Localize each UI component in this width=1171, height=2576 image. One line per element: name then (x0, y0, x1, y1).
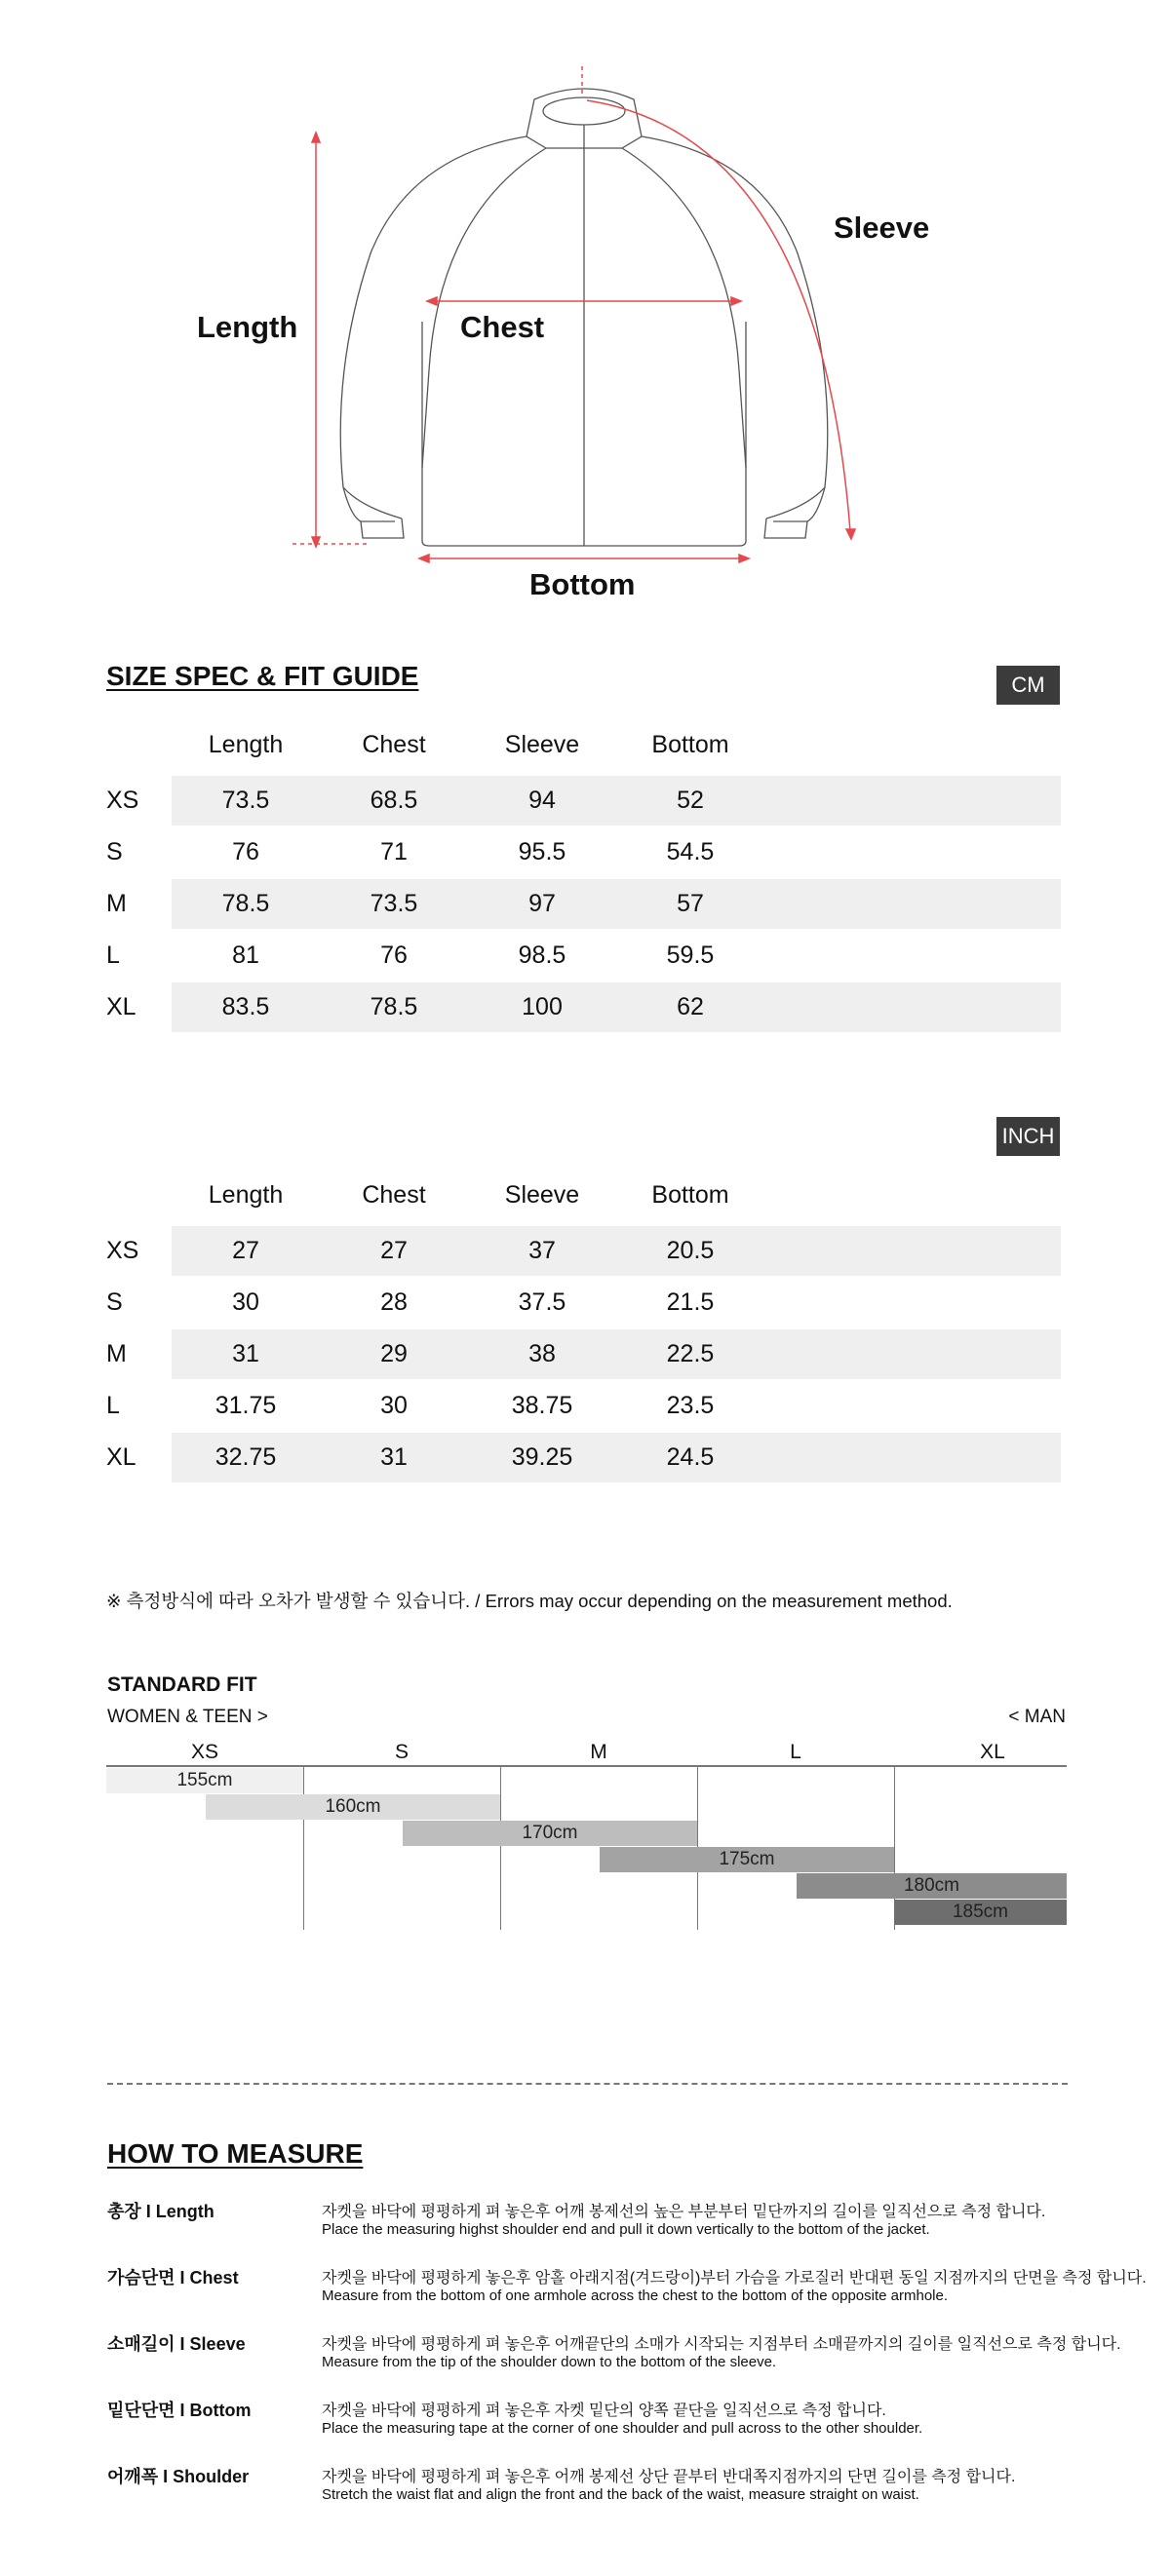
table-cell: 54.5 (666, 838, 715, 865)
empty-cell (764, 1433, 913, 1482)
table-cell: 68.5 (320, 776, 468, 826)
fit-axis-line (106, 1765, 1067, 1767)
column-header: Sleeve (504, 731, 580, 758)
bottom-label: Bottom (529, 567, 636, 601)
measure-item-shoulder (107, 2463, 1082, 2521)
table-row (106, 1226, 1072, 1276)
table-row (106, 1381, 1072, 1431)
column-header: Sleeve (504, 1181, 580, 1209)
table-cell: 29 (320, 1329, 468, 1379)
table-row (106, 879, 1072, 929)
column-header: Chest (362, 731, 426, 758)
empty-cell (764, 982, 913, 1032)
measure-description-en: Measure from the bottom of one armhole across the chest to the bottom of the opposite armhole. (322, 2288, 949, 2304)
table-cell: 32.75 (172, 1433, 320, 1482)
empty-cell (764, 776, 913, 826)
height-bar-185: 185cm (894, 1900, 1067, 1925)
measure-description-en: Place the measuring tape at the corner of one shoulder and pull across to the other shoulder. (322, 2420, 923, 2437)
size-label: XS (106, 787, 139, 814)
section-divider (107, 2083, 1068, 2085)
table-row (106, 931, 1072, 980)
column-header: Length (208, 731, 284, 758)
table-cell: 37 (468, 1226, 616, 1276)
table-row (106, 1278, 1072, 1327)
table-cell: 94 (468, 776, 616, 826)
measure-label: 총장 I Length (107, 2202, 215, 2221)
empty-cell (764, 1329, 913, 1379)
table-cell: 31.75 (215, 1392, 277, 1419)
sleeve-label: Sleeve (834, 211, 930, 245)
table-cell: 83.5 (172, 982, 320, 1032)
table-cell: 23.5 (666, 1392, 715, 1419)
measure-description-en: Measure from the tip of the shoulder down to the bottom of the sleeve. (322, 2354, 777, 2370)
empty-cell (764, 1226, 913, 1276)
table-cell: 20.5 (616, 1226, 764, 1276)
fit-column-label: XL (980, 1741, 1005, 1763)
height-bar-180: 180cm (797, 1873, 1067, 1899)
fit-divider (303, 1766, 304, 1930)
height-bar-155: 155cm (106, 1768, 303, 1793)
table-cell: 76 (380, 942, 408, 969)
size-label: M (106, 890, 127, 917)
height-bar-170: 170cm (403, 1821, 697, 1846)
measure-label: 소매길이 I Sleeve (107, 2334, 246, 2354)
table-cell: 27 (320, 1226, 468, 1276)
table-row (106, 827, 1072, 877)
fit-column-label: M (590, 1741, 607, 1763)
table-cell: 73.5 (320, 879, 468, 929)
table-cell: 27 (172, 1226, 320, 1276)
table-cell: 97 (468, 879, 616, 929)
table-header (106, 1181, 1072, 1220)
fit-title: STANDARD FIT (107, 1673, 257, 1696)
table-cell: 28 (380, 1288, 408, 1316)
empty-cell (913, 1329, 1061, 1379)
unit-badge-cm: CM (996, 666, 1060, 705)
size-label: S (106, 1288, 123, 1316)
table-cell: 31 (172, 1329, 320, 1379)
table-cell: 81 (232, 942, 259, 969)
size-table-cm (106, 731, 1072, 1033)
measure-description-en: Place the measuring highst shoulder end and pull it down vertically to the bottom of the jacket. (322, 2221, 930, 2238)
height-bar-175: 175cm (600, 1847, 894, 1872)
measure-label: 어깨폭 I Shoulder (107, 2467, 250, 2486)
measure-label: 가슴단면 I Chest (107, 2268, 239, 2288)
jacket-outline-illustration (0, 0, 1171, 624)
table-cell: 30 (380, 1392, 408, 1419)
empty-cell (913, 776, 1061, 826)
measure-item-sleeve (107, 2330, 1121, 2389)
measure-label: 밑단단면 I Bottom (107, 2401, 252, 2420)
table-cell: 30 (232, 1288, 259, 1316)
measure-description-ko: 자켓을 바닥에 평평하게 펴 놓은후 어깨 봉제선의 높은 부분부터 밑단까지의 길이를 일직선으로 측정 합니다. (322, 2204, 1046, 2220)
size-label: XS (106, 1237, 139, 1264)
size-spec-title: SIZE SPEC & FIT GUIDE (106, 661, 419, 691)
empty-cell (913, 1433, 1061, 1482)
table-row (106, 776, 1072, 826)
fit-column-label: L (790, 1741, 801, 1763)
empty-cell (913, 1226, 1061, 1276)
column-header: Chest (362, 1181, 426, 1209)
size-label: M (106, 1340, 127, 1367)
how-to-measure-title: HOW TO MEASURE (107, 2138, 364, 2169)
column-header: Bottom (651, 731, 729, 758)
empty-cell (764, 879, 913, 929)
measure-description-ko: 자켓을 바닥에 평평하게 놓은후 암홀 아래지점(겨드랑이)부터 가슴을 가로질러 반대편 동일 지점까지의 단면을 측정 합니다. (322, 2270, 1147, 2287)
table-cell: 37.5 (518, 1288, 566, 1316)
measure-description-ko: 자켓을 바닥에 평평하게 펴 놓은후 어깨 봉제선 상단 끝부터 반대쪽지점까지의 단면 길이를 측정 합니다. (322, 2469, 1016, 2485)
table-cell: 59.5 (666, 942, 715, 969)
column-header: Bottom (651, 1181, 729, 1209)
measure-description-ko: 자켓을 바닥에 평평하게 펴 놓은후 자켓 밑단의 양쪽 끝단을 일직선으로 측정 합니다. (322, 2403, 886, 2419)
table-cell: 98.5 (518, 942, 566, 969)
measurement-error-note: ※ 측정방식에 따라 오차가 발생할 수 있습니다. / Errors may occur depending on the measurement method. (106, 1591, 953, 1611)
measure-item-length (107, 2198, 1082, 2256)
table-cell: 76 (232, 838, 259, 865)
empty-cell (913, 879, 1061, 929)
table-cell: 21.5 (666, 1288, 715, 1316)
measure-description-ko: 자켓을 바닥에 평평하게 펴 놓은후 어깨끝단의 소매가 시작되는 지점부터 소매끝까지의 길이를 일직선으로 측정 합니다. (322, 2336, 1121, 2353)
table-row (106, 1433, 1072, 1482)
size-label: XL (106, 1443, 137, 1471)
height-bar-160: 160cm (206, 1794, 500, 1820)
column-header: Length (208, 1181, 284, 1209)
jacket-measurement-diagram (0, 0, 1171, 624)
table-cell: 52 (616, 776, 764, 826)
table-cell: 24.5 (616, 1433, 764, 1482)
table-cell: 31 (320, 1433, 468, 1482)
size-label: L (106, 942, 120, 969)
table-cell: 95.5 (518, 838, 566, 865)
table-cell: 39.25 (468, 1433, 616, 1482)
measure-description-en: Stretch the waist flat and align the front and the back of the waist, measure straight on waist. (322, 2486, 919, 2503)
table-cell: 57 (616, 879, 764, 929)
table-cell: 38 (468, 1329, 616, 1379)
size-label: L (106, 1392, 120, 1419)
size-label: S (106, 838, 123, 865)
table-cell: 22.5 (616, 1329, 764, 1379)
size-table-inch (106, 1181, 1072, 1483)
size-label: XL (106, 993, 137, 1020)
fit-column-label: XS (190, 1741, 218, 1763)
table-cell: 62 (616, 982, 764, 1032)
table-cell: 100 (468, 982, 616, 1032)
table-row (106, 1329, 1072, 1379)
measure-item-bottom (107, 2397, 1082, 2455)
unit-badge-inch: INCH (996, 1117, 1060, 1156)
table-cell: 78.5 (320, 982, 468, 1032)
table-cell: 38.75 (511, 1392, 573, 1419)
length-label: Length (197, 310, 298, 344)
table-cell: 73.5 (172, 776, 320, 826)
chest-label: Chest (460, 310, 545, 344)
measure-item-chest (107, 2264, 1147, 2323)
fit-column-label: S (394, 1741, 409, 1763)
table-header (106, 731, 1072, 770)
empty-cell (913, 982, 1061, 1032)
table-cell: 78.5 (172, 879, 320, 929)
table-cell: 71 (380, 838, 408, 865)
table-row (106, 982, 1072, 1032)
fit-right-label: < MAN (1008, 1707, 1066, 1727)
fit-left-label: WOMEN & TEEN > (107, 1707, 268, 1727)
fit-divider (500, 1766, 501, 1930)
